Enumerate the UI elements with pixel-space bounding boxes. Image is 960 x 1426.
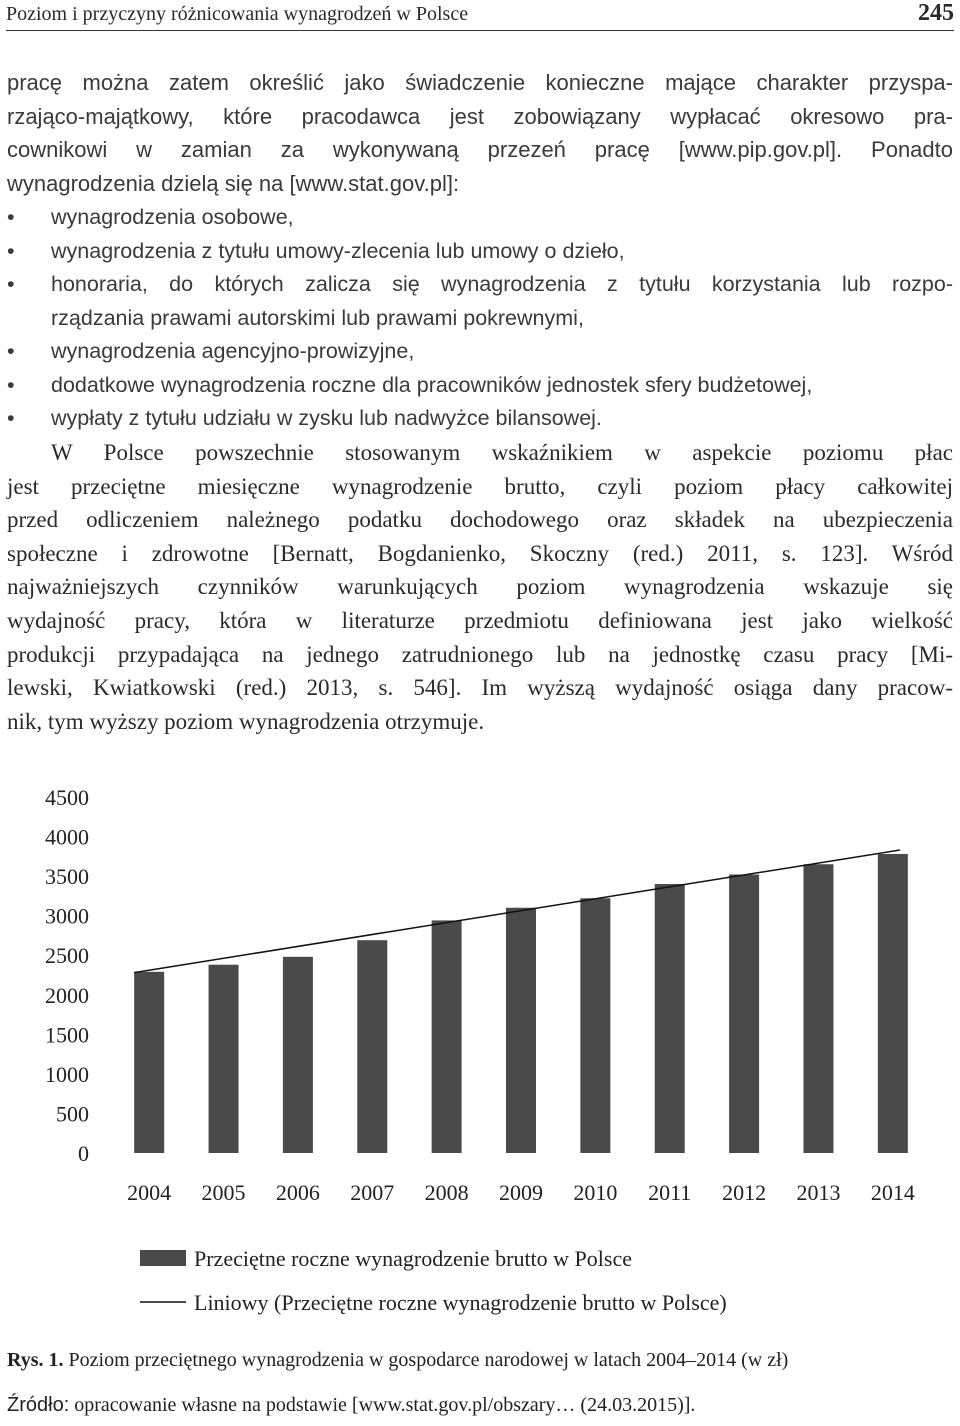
x-tick-label: 2012 — [722, 1180, 767, 1205]
figure-label: Rys. 1. — [7, 1349, 64, 1371]
y-tick-label: 3000 — [45, 903, 89, 929]
bar — [283, 957, 313, 1153]
bar — [506, 908, 536, 1153]
y-tick-label: 0 — [78, 1141, 89, 1166]
y-tick-label: 4000 — [45, 824, 89, 850]
y-tick-label: 2000 — [45, 982, 89, 1008]
y-tick-label: 500 — [56, 1101, 89, 1127]
y-tick-label: 2500 — [45, 943, 89, 969]
text-line: wynagrodzenia z tytułu umowy-zlecenia lub umowy o dzieło, — [51, 238, 625, 263]
text-line: lewski, Kwiatkowski (red.) 2013, s. 546]. Im wyższą wydajność osiąga dany pracow- — [7, 675, 953, 701]
text-line: rzająco-majątkowy, które pracodawca jest zobowiązany wypłacać okresowo pra- — [7, 103, 953, 129]
x-tick-label: 2005 — [201, 1180, 246, 1205]
source-text: opracowanie własne na podstawie [www.stat.gov.pl/obszary… (24.03.2015)]. — [69, 1394, 696, 1416]
text-line: wynagrodzenia dzielą się na [www.stat.gov.pl]: — [7, 170, 460, 196]
paragraph-intro — [7, 66, 953, 200]
source-label: Źródło: — [7, 1394, 70, 1416]
x-tick-label: 2004 — [127, 1180, 172, 1205]
bar — [134, 972, 164, 1153]
bar — [655, 884, 685, 1153]
bullet-marker: • — [7, 406, 15, 430]
x-tick-label: 2010 — [573, 1180, 618, 1205]
y-tick-label: 4500 — [45, 785, 89, 810]
list-item — [7, 201, 953, 235]
text-line: wypłaty z tytułu udziału w zysku lub nadwyżce bilansowej. — [51, 406, 602, 430]
figure-caption — [7, 1349, 788, 1372]
text-line: W Polsce powszechnie stosowanym wskaźnikiem w aspekcie poziomu płac — [51, 440, 953, 465]
list-item — [7, 402, 953, 436]
bullet-list — [7, 201, 953, 436]
list-item — [7, 235, 953, 269]
running-header — [6, 0, 954, 31]
bullet-marker: • — [7, 339, 15, 363]
figure-caption-text: Poziom przeciętnego wynagrodzenia w gospodarce narodowej w latach 2004–2014 (w zł) — [63, 1349, 789, 1371]
x-tick-label: 2009 — [499, 1180, 543, 1205]
x-tick-label: 2008 — [424, 1180, 469, 1205]
x-tick-label: 2013 — [796, 1180, 841, 1205]
x-tick-label: 2014 — [870, 1180, 915, 1205]
text-line: wydajność pracy, która w literaturze przedmiotu definiowana jest jako wielkość — [7, 607, 953, 633]
paragraph-main — [7, 436, 953, 738]
bar — [729, 875, 759, 1153]
list-item — [7, 335, 953, 369]
text-line: wynagrodzenia osobowe, — [51, 205, 294, 229]
running-title: Poziom i przyczyny różnicowania wynagrodzeń w Polsce — [6, 3, 469, 25]
bar — [432, 920, 462, 1153]
y-tick-label: 3500 — [45, 864, 89, 890]
bar — [580, 898, 610, 1153]
x-tick-label: 2007 — [350, 1180, 395, 1205]
text-line: najważniejszych czynników warunkujących poziom wynagrodzenia wskazuje się — [7, 574, 953, 600]
text-line: rządzania prawami autorskimi lub prawami pokrewnymi, — [51, 305, 584, 330]
bar — [357, 940, 387, 1153]
text-line: nik, tym wyższy poziom wynagrodzenia otrzymuje. — [7, 708, 485, 734]
y-tick-label: 1500 — [45, 1022, 89, 1048]
text-line: produkcji przypadająca na jednego zatrudnionego lub na jednostkę czasu pracy [Mi- — [7, 641, 953, 667]
list-item — [7, 268, 953, 335]
list-item — [7, 369, 953, 403]
salary-bar-chart — [0, 770, 960, 1330]
bar — [803, 864, 833, 1153]
bullet-marker: • — [7, 205, 15, 229]
text-line: cownikowi w zamian za wykonywaną przezeń pracę [www.pip.gov.pl]. Ponadto — [7, 137, 953, 163]
text-line: honoraria, do których zalicza się wynagrodzenia z tytułu korzystania lub rozpo- — [51, 272, 953, 296]
figure-source — [7, 1394, 695, 1417]
bullet-marker: • — [7, 372, 15, 397]
y-tick-label: 1000 — [45, 1061, 89, 1087]
text-line: społeczne i zdrowotne [Bernatt, Bogdanienko, Skoczny (red.) 2011, s. 123]. Wśród — [7, 540, 953, 566]
x-tick-label: 2011 — [648, 1180, 692, 1205]
text-line: pracę można zatem określić jako świadczenie konieczne mające charakter przyspa- — [7, 70, 953, 95]
page-number: 245 — [918, 0, 954, 26]
text-line: jest przeciętne miesięczne wynagrodzenie brutto, czyli poziom płacy całkowitej — [7, 473, 953, 499]
bar — [878, 854, 908, 1153]
x-tick-label: 2006 — [275, 1180, 320, 1205]
legend-label-trendline: Liniowy (Przeciętne roczne wynagrodzenie brutto w Polsce) — [194, 1290, 727, 1315]
text-line: przed odliczeniem należnego podatku dochodowego oraz składek na ubezpieczenia — [7, 507, 953, 533]
legend-swatch-bars — [140, 1250, 186, 1266]
text-line: dodatkowe wynagrodzenia roczne dla pracowników jednostek sfery budżetowej, — [51, 372, 813, 397]
bar — [209, 965, 239, 1153]
text-line: wynagrodzenia agencyjno-prowizyjne, — [51, 339, 415, 363]
legend-label-bars: Przeciętne roczne wynagrodzenie brutto w Polsce — [194, 1246, 632, 1271]
bullet-marker: • — [7, 238, 15, 263]
bullet-marker: • — [7, 272, 15, 296]
